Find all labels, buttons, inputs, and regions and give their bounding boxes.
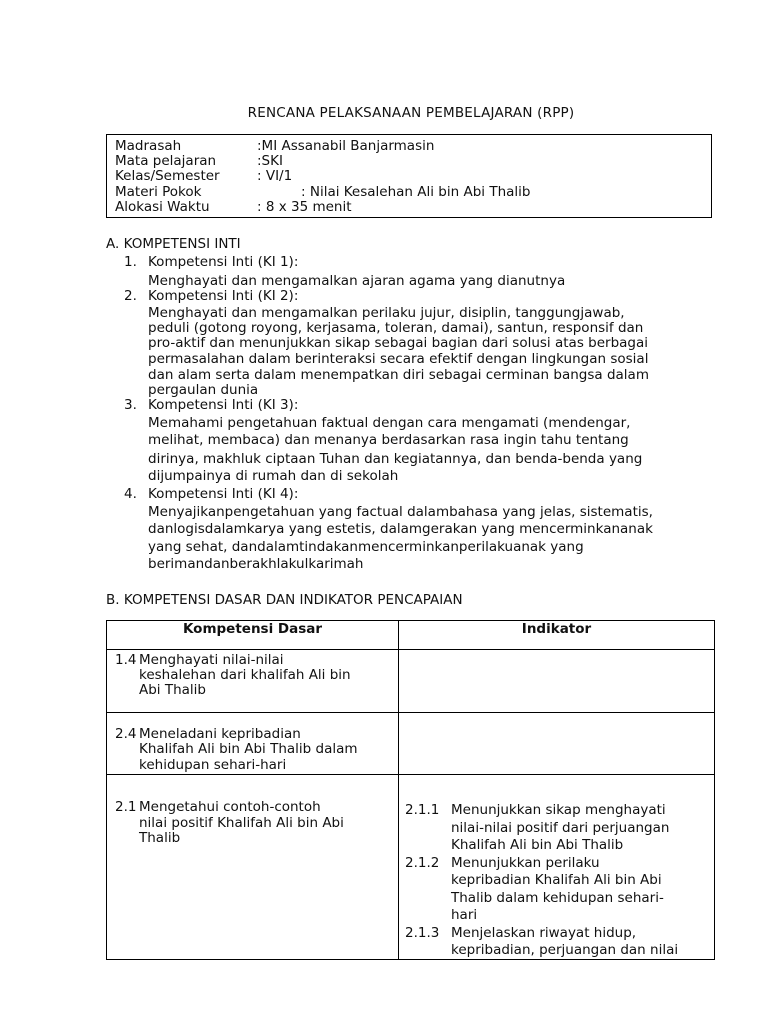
info-label: Materi Pokok <box>115 184 202 200</box>
ki-title: Kompetensi Inti (KI 4): <box>148 486 299 502</box>
kd-cell <box>107 713 399 775</box>
col-header-kd: Kompetensi Dasar <box>107 621 399 650</box>
identity-box <box>106 134 712 218</box>
kd-number: 2.1 <box>115 799 137 815</box>
ki-title: Kompetensi Inti (KI 3): <box>148 397 299 413</box>
info-label: Madrasah <box>115 138 182 154</box>
ki-text-line: pergaulan dunia <box>148 382 259 398</box>
kd-text-line: Abi Thalib <box>139 682 206 698</box>
table-row <box>107 713 715 775</box>
info-label: Mata pelajaran <box>115 153 217 169</box>
kd-text-line: nilai positif Khalifah Ali bin Abi <box>139 815 344 831</box>
indicator-number: 2.1.2 <box>405 855 440 871</box>
info-value: :SKI <box>257 153 283 169</box>
ki-number: 1. <box>124 254 137 270</box>
indicator-text-line: Menunjukkan sikap menghayati <box>451 802 666 818</box>
ki-text-line: permasalahan dalam berinteraksi secara efektif dengan lingkungan sosial <box>148 351 649 367</box>
indicator-cell <box>399 650 715 713</box>
indicator-text-line: Thalib dalam kehidupan sehari- <box>451 890 664 906</box>
kd-indicator-table <box>106 620 715 960</box>
info-value: :MI Assanabil Banjarmasin <box>257 138 435 154</box>
section-b-heading: B. KOMPETENSI DASAR DAN INDIKATOR PENCAPAIAN <box>106 592 463 608</box>
kd-text-line: Mengetahui contoh-contoh <box>139 799 321 815</box>
ki-text-line: Memahami pengetahuan faktual dengan cara mengamati (mendengar, <box>148 415 631 431</box>
ki-number: 2. <box>124 288 137 304</box>
indicator-number: 2.1.3 <box>405 925 440 941</box>
table-header-row <box>107 621 715 650</box>
indicator-text-line: Menunjukkan perilaku <box>451 855 600 871</box>
table-row <box>107 650 715 713</box>
ki-text-line: peduli (gotong royong, kerjasama, toleran, damai), santun, responsif dan <box>148 320 644 336</box>
table-row <box>107 775 715 960</box>
kd-text-line: Menghayati nilai-nilai <box>139 652 284 668</box>
kd-text-line: Meneladani kepribadian <box>139 726 301 742</box>
info-label: Alokasi Waktu <box>115 199 210 215</box>
kd-cell <box>107 650 399 713</box>
kd-number: 2.4 <box>115 726 137 742</box>
section-a-heading: A. KOMPETENSI INTI <box>106 236 241 252</box>
kd-number: 1.4 <box>115 652 137 668</box>
ki-text-line: berimandanberakhlakulkarimah <box>148 556 364 572</box>
kd-cell <box>107 775 399 960</box>
info-value: : Nilai Kesalehan Ali bin Abi Thalib <box>301 184 531 200</box>
ki-text-line: pro-aktif dan menunjukkan sikap sebagai bagian dari solusi atas berbagai <box>148 335 649 351</box>
ki-number: 3. <box>124 397 137 413</box>
indicator-text-line: Khalifah Ali bin Abi Thalib <box>451 837 624 853</box>
document-title: RENCANA PELAKSANAAN PEMBELAJARAN (RPP) <box>247 105 575 121</box>
ki-text-line: Menyajikanpengetahuan yang factual dalambahasa yang jelas, sistematis, <box>148 504 653 520</box>
ki-text-line: dirinya, makhluk ciptaan Tuhan dan kegiatannya, dan benda-benda yang <box>148 451 643 467</box>
info-label: Kelas/Semester <box>115 168 220 184</box>
info-value: : 8 x 35 menit <box>257 199 352 215</box>
ki-text-line: Menghayati dan mengamalkan perilaku jujur, disiplin, tanggungjawab, <box>148 305 625 321</box>
ki-title: Kompetensi Inti (KI 1): <box>148 254 299 270</box>
kd-text-line: Khalifah Ali bin Abi Thalib dalam <box>139 741 358 757</box>
indicator-number: 2.1.1 <box>405 802 440 818</box>
ki-text-line: Menghayati dan mengamalkan ajaran agama yang dianutnya <box>148 273 566 289</box>
ki-text-line: dan alam serta dalam menempatkan diri sebagai cerminan bangsa dalam <box>148 367 649 383</box>
kd-text-line: keshalehan dari khalifah Ali bin <box>139 667 351 683</box>
ki-text-line: danlogisdalamkarya yang estetis, dalamgerakan yang mencerminkananak <box>148 521 653 537</box>
info-value: : VI/1 <box>257 168 293 184</box>
indicator-cell <box>399 775 715 960</box>
indicator-text-line: hari <box>451 907 478 923</box>
col-header-indikator: Indikator <box>399 621 715 650</box>
indicator-text-line: nilai-nilai positif dari perjuangan <box>451 820 670 836</box>
indicator-text-line: Menjelaskan riwayat hidup, <box>451 925 637 941</box>
kd-text-line: Thalib <box>139 830 181 846</box>
indicator-text-line: kepribadian Khalifah Ali bin Abi <box>451 872 662 888</box>
ki-number: 4. <box>124 486 137 502</box>
kd-text-line: kehidupan sehari-hari <box>139 757 287 773</box>
ki-text-line: melihat, membaca) dan menanya berdasarkan rasa ingin tahu tentang <box>148 432 629 448</box>
ki-title: Kompetensi Inti (KI 2): <box>148 288 299 304</box>
indicator-text-line: kepribadian, perjuangan dan nilai <box>451 942 679 958</box>
ki-text-line: dijumpainya di rumah dan di sekolah <box>148 468 399 484</box>
ki-text-line: yang sehat, dandalamtindakanmencerminkanperilakuanak yang <box>148 539 584 555</box>
indicator-cell <box>399 713 715 775</box>
